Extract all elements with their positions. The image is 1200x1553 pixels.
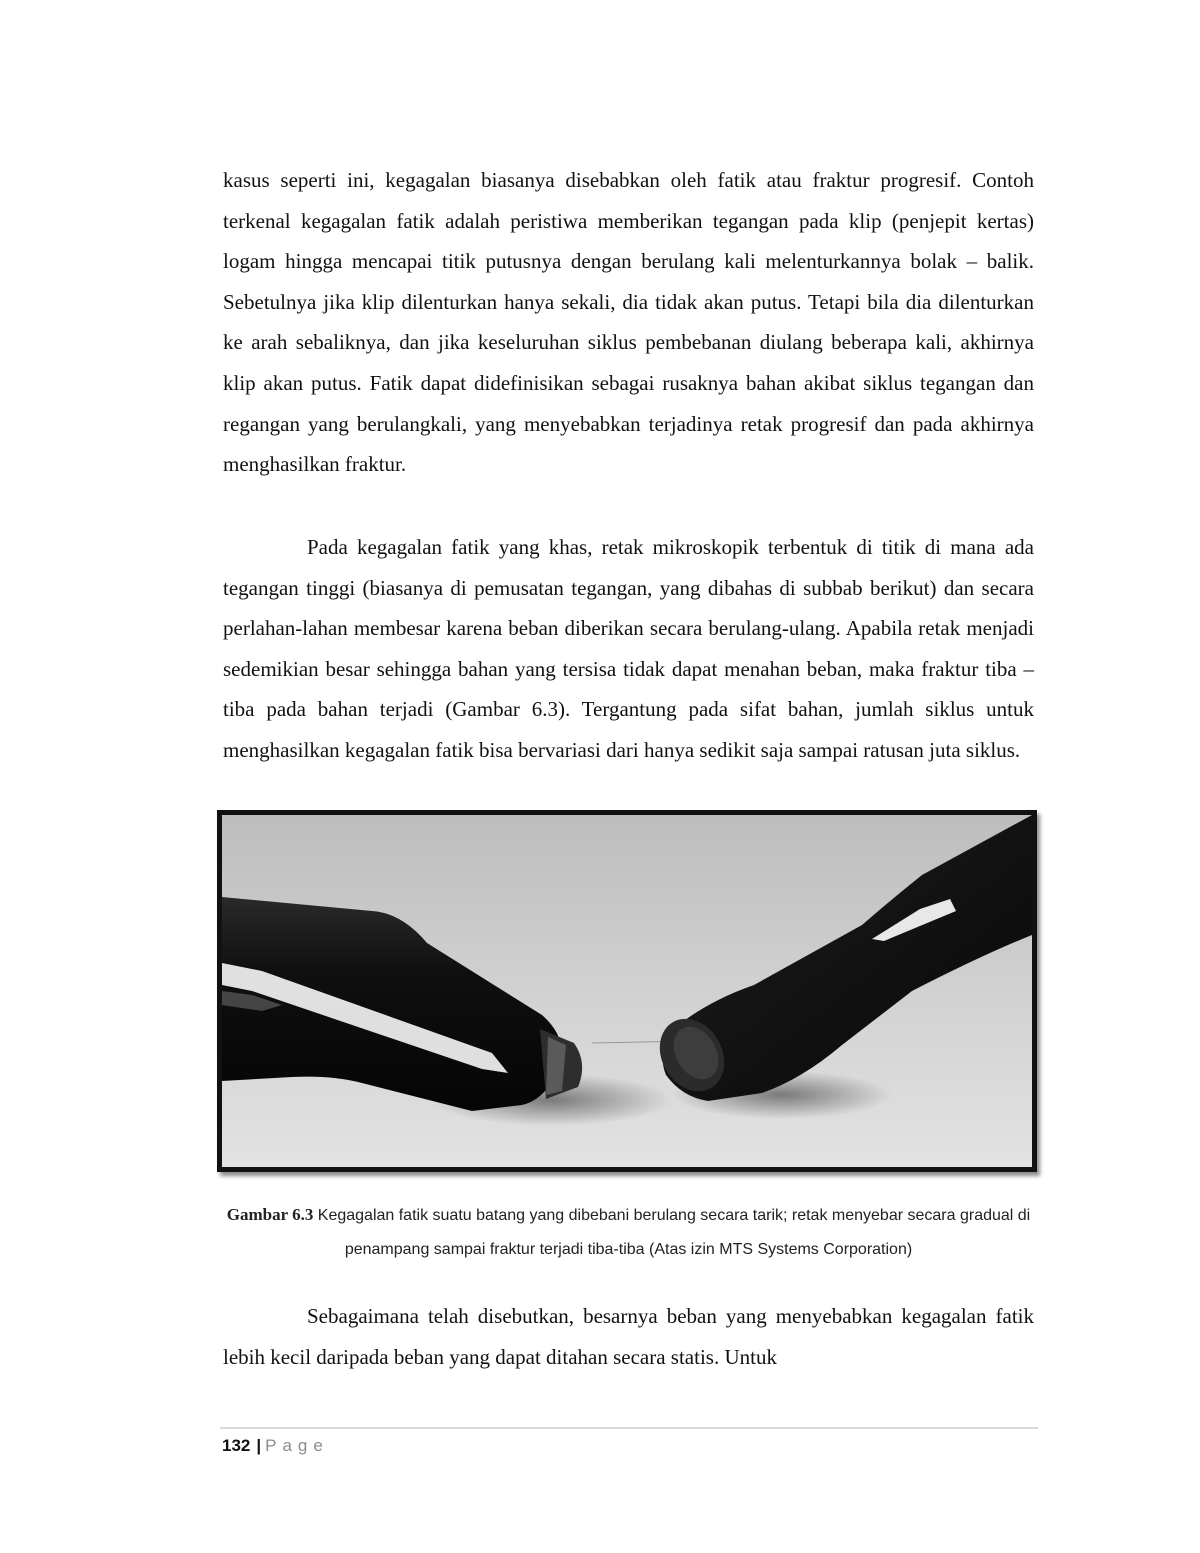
body-paragraph-2: Pada kegagalan fatik yang khas, retak mikroskopik terbentuk di titik di mana ada tegangan tinggi (biasanya di pemusatan tegangan, yang dibahas di subbab berikut) dan secara perlahan-lahan membesar karena beban diberikan secara berulang-ulang. Apabila retak menjadi sedemikian besar sehingga bahan yang tersisa tidak dapat menahan beban, maka fraktur tiba – tiba pada bahan terjadi (Gambar 6.3). Tergantung pada sifat bahan, jumlah siklus untuk menghasilkan kegagalan fatik bisa bervariasi dari hanya sedikit saja sampai ratusan juta siklus. bbox=[223, 535, 1034, 762]
figure-caption bbox=[223, 1198, 1034, 1267]
figure-caption-label: Gambar 6.3 bbox=[226, 1205, 314, 1224]
footer-separator: | bbox=[256, 1436, 262, 1455]
figure-caption-text: Kegagalan fatik suatu batang yang dibebani berulang secara tarik; retak menyebar secara gradual di penampang sampai fraktur terjadi tiba-tiba (Atas izin MTS Systems Corporation) bbox=[313, 1207, 1031, 1258]
footer-page-label: Page bbox=[265, 1436, 329, 1455]
body-paragraph-1: kasus seperti ini, kegagalan biasanya disebabkan oleh fatik atau fraktur progresif. Contoh terkenal kegagalan fatik adalah peristiwa memberikan tegangan pada klip (penjepit kertas) logam hingga mencapai titik putusnya dengan berulang kali melenturkannya bolak – balik. Sebetulnya jika klip dilenturkan hanya sekali, dia tidak akan putus. Tetapi bila dia dilenturkan ke arah sebaliknya, dan jika keseluruhan siklus pembebanan diulang beberapa kali, akhirnya klip akan putus. Fatik dapat didefinisikan sebagai rusaknya bahan akibat siklus tegangan dan regangan yang berulangkali, yang menyebabkan terjadinya retak progresif dan pada akhirnya menghasilkan fraktur. bbox=[223, 168, 1034, 477]
page-number: 132 bbox=[222, 1436, 251, 1455]
page-footer bbox=[222, 1434, 329, 1458]
body-paragraph-3: Sebagaimana telah disebutkan, besarnya beban yang menyebabkan kegagalan fatik lebih kecil daripada beban yang dapat ditahan secara statis. Untuk bbox=[223, 1304, 1034, 1369]
figure-fatigue-fracture-photo bbox=[217, 810, 1037, 1172]
footer-divider bbox=[220, 1427, 1038, 1429]
fractured-bar-photo bbox=[222, 815, 1032, 1167]
